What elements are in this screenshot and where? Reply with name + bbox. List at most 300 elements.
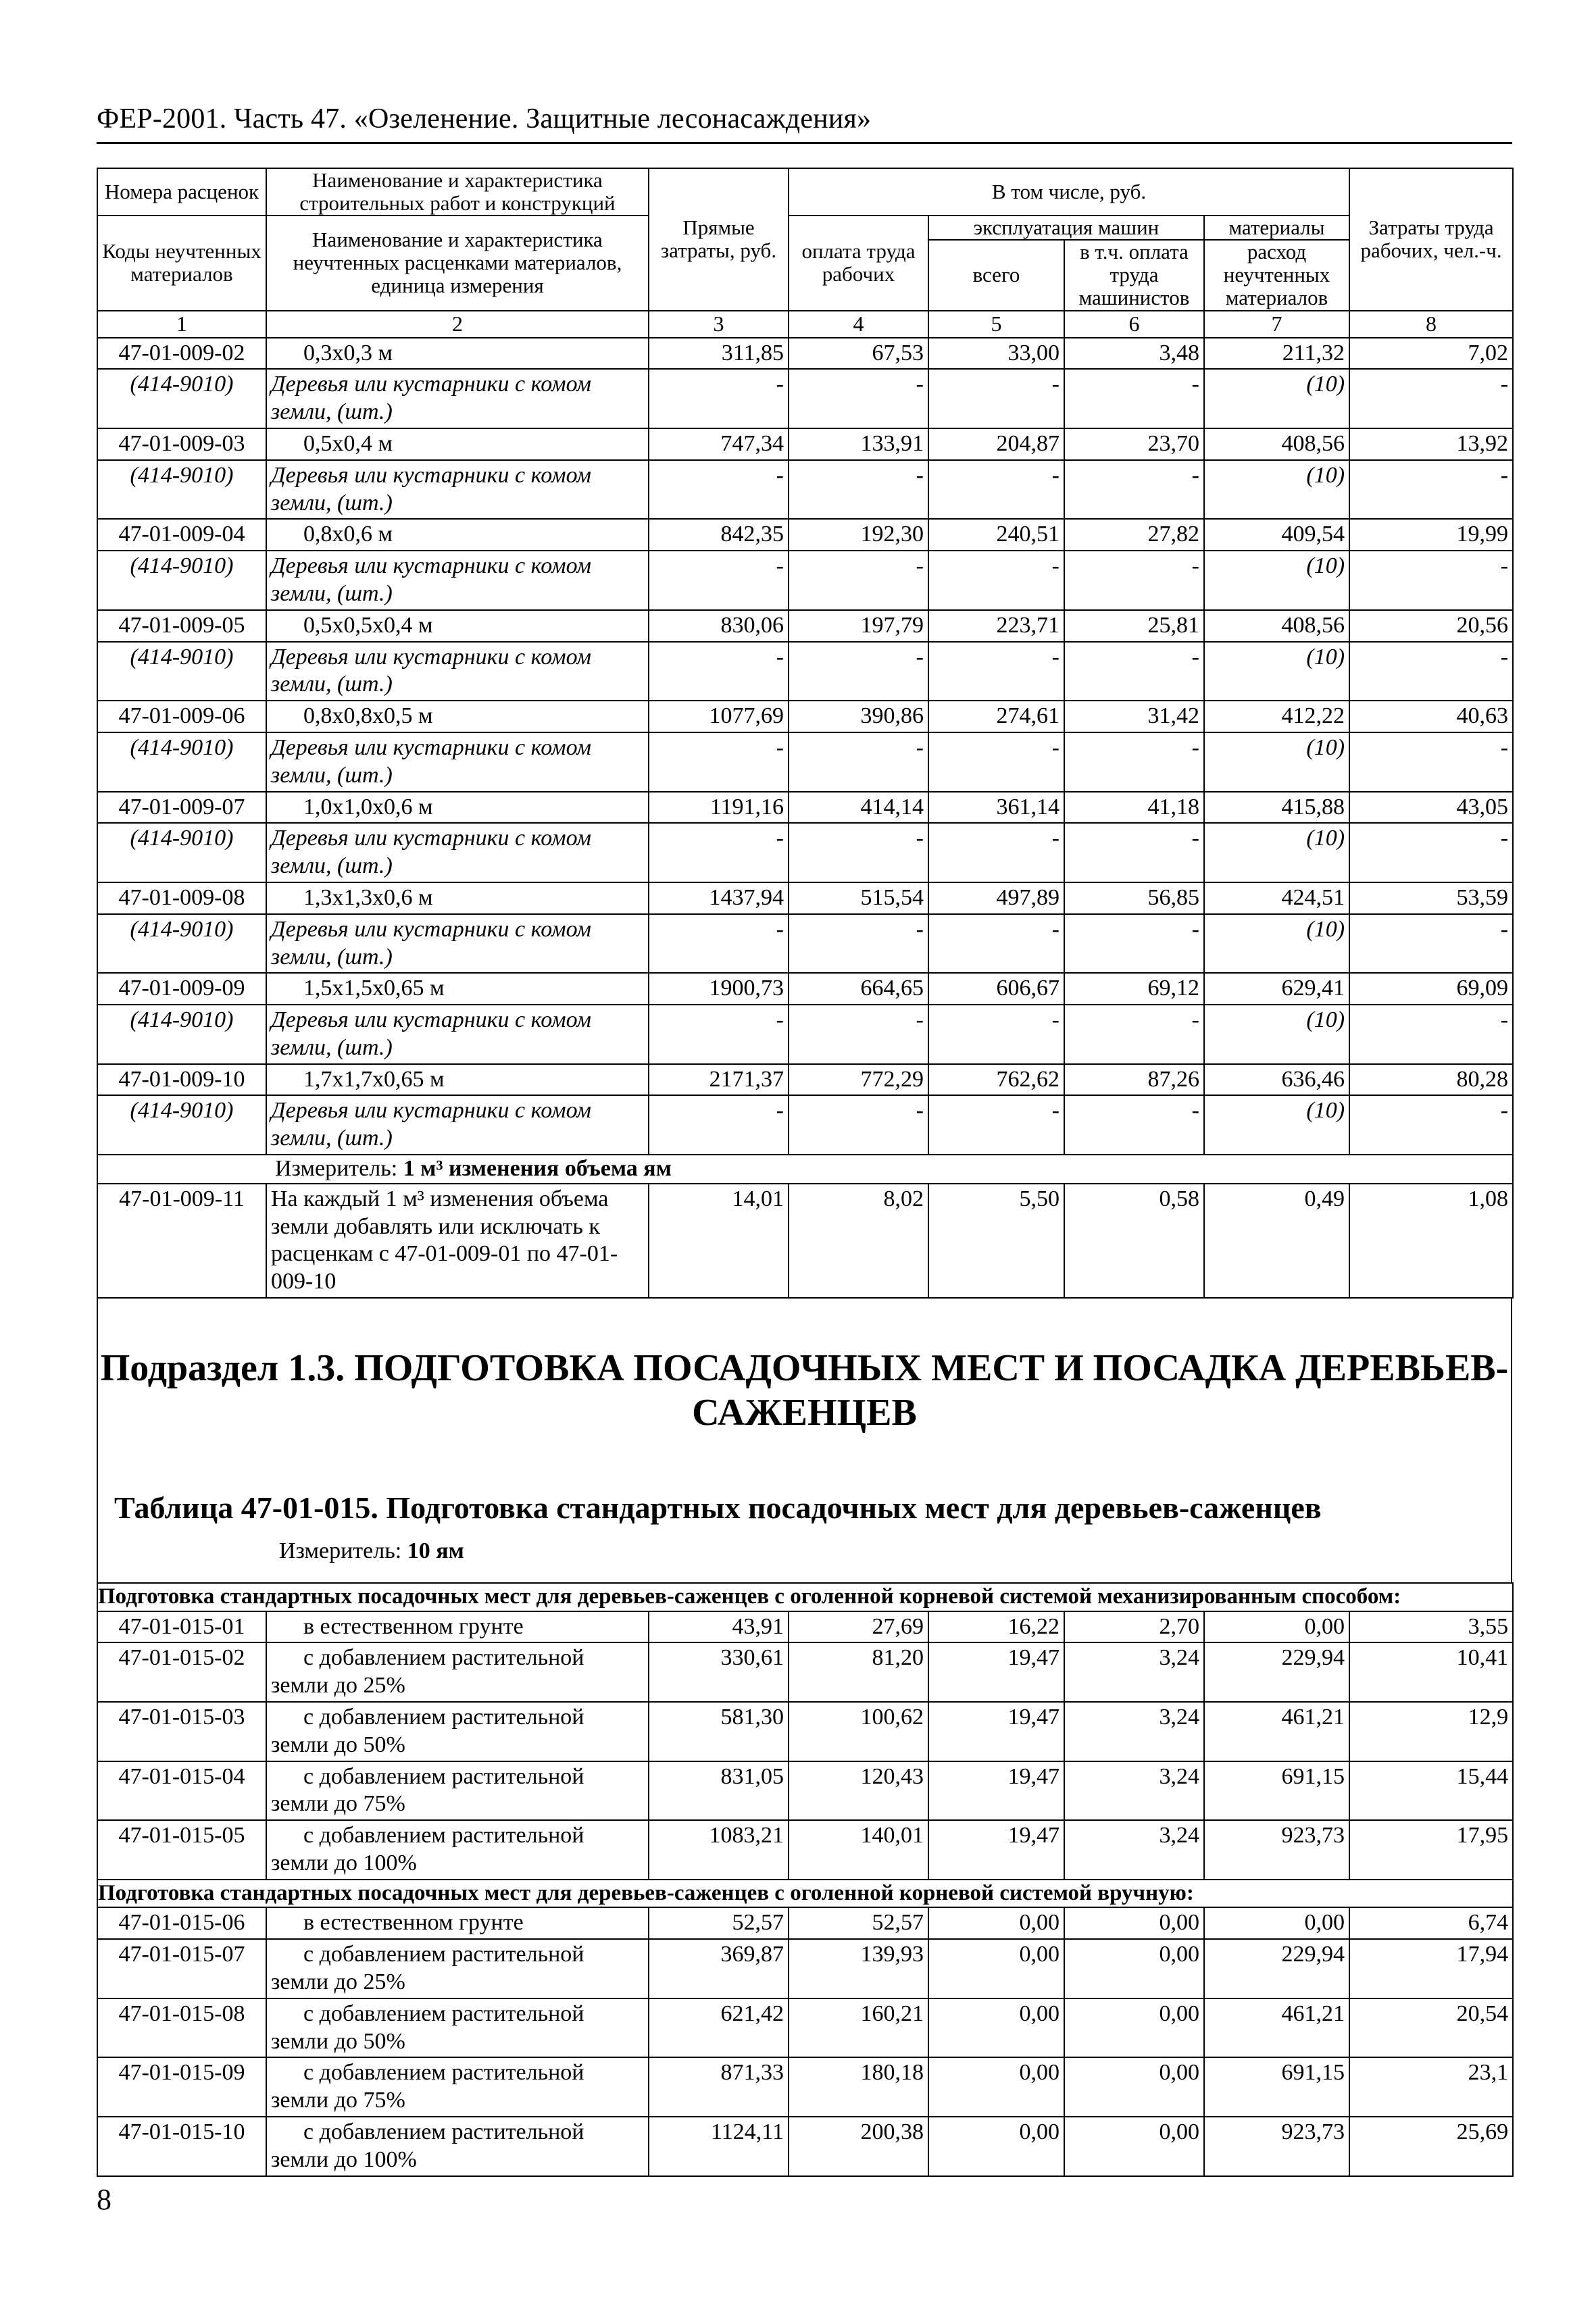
material-row [97,551,1513,610]
materials-cost: 461,21 [1204,1998,1349,2058]
driver-pay: 3,24 [1064,1702,1204,1761]
labor-hours: 25,69 [1349,2117,1513,2176]
table-row [97,610,1513,642]
rate-name [266,1761,649,1821]
table-row [97,1184,1513,1298]
labor-hours: 40,63 [1349,701,1513,732]
rate-dimensions: 0,8x0,8x0,5 м [303,703,433,729]
table-row [97,1907,1513,1939]
material-quantity: (10) [1204,1095,1349,1155]
machines-total: 0,00 [928,2117,1064,2176]
driver-pay: 3,48 [1064,338,1204,370]
measure-10-pits [279,1538,464,1564]
direct-costs: 871,33 [649,2057,789,2117]
machines-total: 0,00 [928,2057,1064,2117]
rate-code: 47-01-009-10 [97,1064,266,1096]
labor-hours: 69,09 [1349,973,1513,1005]
materials-cost: 629,41 [1204,973,1349,1005]
direct-costs: 831,05 [649,1761,789,1821]
column-number-row [97,311,1513,338]
materials-cost: 408,56 [1204,610,1349,642]
material-name: Деревья или кустарники с комом земли, (шт.) [266,642,649,701]
direct-costs: 621,42 [649,1998,789,2058]
table-row [97,1761,1513,1821]
rate-name-text: с добавлением растительной земли до 50% [271,1705,584,1757]
column-number: 6 [1064,311,1204,338]
labor-hours: 10,41 [1349,1642,1513,1702]
rate-name-text: с добавлением растительной земли до 75% [271,1763,584,1817]
dash-direct: - [649,369,789,428]
rate-code: 47-01-015-04 [97,1761,266,1821]
labor-hours: 53,59 [1349,882,1513,914]
rate-code: 47-01-009-05 [97,610,266,642]
dash-labor: - [789,1095,928,1155]
table-row [97,792,1513,824]
material-row [97,1095,1513,1155]
material-row [97,460,1513,520]
group-heading-row [97,1583,1513,1611]
materials-cost: 211,32 [1204,338,1349,370]
direct-costs: 830,06 [649,610,789,642]
rate-name [266,428,649,460]
dash-machines: - [928,1095,1064,1155]
dash-labor: - [789,1005,928,1064]
direct-costs: 311,85 [649,338,789,370]
table-row [97,1702,1513,1761]
driver-pay: 23,70 [1064,428,1204,460]
labor-hours: 80,28 [1349,1064,1513,1096]
rate-rows-mechanized [97,1611,1513,1880]
labor-pay: 414,14 [789,792,928,824]
rate-name-text: с добавлением растительной земли до 100% [271,2119,584,2172]
rate-rows-009 [97,338,1513,1155]
dash-labor: - [789,642,928,701]
labor-pay: 664,65 [789,973,928,1005]
measure-value: 10 ям [407,1538,464,1564]
labor-hours: 19,99 [1349,519,1513,551]
direct-costs: 747,34 [649,428,789,460]
material-quantity: (10) [1204,1005,1349,1064]
machines-total: 5,50 [928,1184,1064,1298]
group-heading-mechanized: Подготовка стандартных посадочных мест для деревьев-саженцев с оголенной корневой системой механизированным способом: [97,1583,1513,1611]
materials-cost: 0,00 [1204,1611,1349,1643]
rate-dimensions: 1,3x1,3x0,6 м [303,884,433,910]
dash-hours: - [1349,732,1513,792]
table-row [97,882,1513,914]
table-row [97,1064,1513,1096]
rate-code: 47-01-015-05 [97,1820,266,1880]
labor-pay: 120,43 [789,1761,928,1821]
rate-code: 47-01-009-07 [97,792,266,824]
dash-direct: - [649,1005,789,1064]
page-number: 8 [97,2183,111,2216]
rate-code: 47-01-015-01 [97,1611,266,1643]
driver-pay: 56,85 [1064,882,1204,914]
material-name: Деревья или кустарники с комом земли, (шт.) [266,1005,649,1064]
driver-pay: 0,00 [1064,1939,1204,1998]
material-name: Деревья или кустарники с комом земли, (шт.) [266,369,649,428]
materials-cost: 923,73 [1204,1820,1349,1880]
labor-pay: 52,57 [789,1907,928,1939]
header-rate-numbers: Номера расценок [97,168,266,216]
column-number: 3 [649,311,789,338]
material-code: (414-9010) [97,914,266,974]
header-materials: материалы [1204,216,1349,240]
column-number: 2 [266,311,649,338]
driver-pay: 0,00 [1064,2057,1204,2117]
header-machines: эксплуатация машин [928,216,1204,240]
header-machines-total: всего [928,240,1064,310]
rate-name-text: в естественном грунте [303,1613,524,1639]
machines-total: 16,22 [928,1611,1064,1643]
rate-name [266,2057,649,2117]
table-row [97,1611,1513,1643]
dash-machines: - [928,914,1064,974]
driver-pay: 87,26 [1064,1064,1204,1096]
machines-total: 361,14 [928,792,1064,824]
material-code: (414-9010) [97,551,266,610]
machines-total: 204,87 [928,428,1064,460]
material-row [97,914,1513,974]
header-labor-pay: оплата труда рабочих [789,216,928,310]
materials-cost: 691,15 [1204,2057,1349,2117]
rate-dimensions: 0,8x0,6 м [303,522,393,547]
table-row [97,2057,1513,2117]
materials-cost: 424,51 [1204,882,1349,914]
machines-total: 240,51 [928,519,1064,551]
dash-drivers: - [1064,1005,1204,1064]
labor-hours: 17,95 [1349,1820,1513,1880]
materials-cost: 412,22 [1204,701,1349,732]
direct-costs: 2171,37 [649,1064,789,1096]
material-code: (414-9010) [97,1005,266,1064]
material-row [97,823,1513,882]
dash-direct: - [649,460,789,520]
column-number: 5 [928,311,1064,338]
rate-rows-manual [97,1907,1513,2175]
header-unaccounted-materials: расход неучтенных материалов [1204,240,1349,310]
labor-hours: 17,94 [1349,1939,1513,1998]
dash-hours: - [1349,823,1513,882]
machines-total: 19,47 [928,1642,1064,1702]
dash-machines: - [928,1005,1064,1064]
header-direct-costs: Прямые затраты, руб. [649,168,789,311]
measure-label: Измеритель: [275,1156,403,1182]
rate-name-text: в естественном грунте [303,1910,524,1936]
rate-code: 47-01-015-07 [97,1939,266,1998]
labor-hours: 12,9 [1349,1702,1513,1761]
table-row [97,428,1513,460]
material-quantity: (10) [1204,369,1349,428]
dash-drivers: - [1064,823,1204,882]
header-labor-hours: Затраты труда рабочих, чел.-ч. [1349,168,1513,311]
material-code: (414-9010) [97,642,266,701]
price-table-015 [97,1582,1514,2177]
direct-costs: 52,57 [649,1907,789,1939]
dash-labor: - [789,914,928,974]
direct-costs: 842,35 [649,519,789,551]
material-row [97,732,1513,792]
machines-total: 19,47 [928,1702,1064,1761]
dash-machines: - [928,732,1064,792]
machines-total: 497,89 [928,882,1064,914]
direct-costs: 1900,73 [649,973,789,1005]
dash-drivers: - [1064,551,1204,610]
table-row [97,1939,1513,1998]
direct-costs: 1437,94 [649,882,789,914]
material-name: Деревья или кустарники с комом земли, (шт.) [266,460,649,520]
rate-code: 47-01-009-04 [97,519,266,551]
labor-hours: 7,02 [1349,338,1513,370]
direct-costs: 369,87 [649,1939,789,1998]
material-quantity: (10) [1204,823,1349,882]
group-heading-row [97,1880,1513,1908]
driver-pay: 31,42 [1064,701,1204,732]
material-name: Деревья или кустарники с комом земли, (шт.) [266,732,649,792]
dash-drivers: - [1064,1095,1204,1155]
rate-name [266,973,649,1005]
labor-pay: 197,79 [789,610,928,642]
dash-machines: - [928,460,1064,520]
material-quantity: (10) [1204,914,1349,974]
dash-hours: - [1349,642,1513,701]
material-name: Деревья или кустарники с комом земли, (шт.) [266,551,649,610]
labor-pay: 390,86 [789,701,928,732]
rate-name [266,338,649,370]
material-code: (414-9010) [97,369,266,428]
material-code: (414-9010) [97,460,266,520]
material-code: (414-9010) [97,732,266,792]
direct-costs: 1124,11 [649,2117,789,2176]
dash-hours: - [1349,460,1513,520]
labor-pay: 27,69 [789,1611,928,1643]
dash-hours: - [1349,914,1513,974]
labor-hours: 1,08 [1349,1184,1513,1298]
direct-costs: 1083,21 [649,1820,789,1880]
dash-direct: - [649,642,789,701]
header-work-name: Наименование и характеристика строительных работ и конструкций [266,168,649,216]
labor-pay: 160,21 [789,1998,928,2058]
dash-direct: - [649,732,789,792]
driver-pay: 41,18 [1064,792,1204,824]
labor-pay: 192,30 [789,519,928,551]
material-quantity: (10) [1204,642,1349,701]
table-row [97,1998,1513,2058]
driver-pay: 2,70 [1064,1611,1204,1643]
dash-machines: - [928,823,1064,882]
rate-code: 47-01-015-09 [97,2057,266,2117]
material-quantity: (10) [1204,732,1349,792]
column-number: 1 [97,311,266,338]
dash-labor: - [789,732,928,792]
labor-hours: 43,05 [1349,792,1513,824]
dash-drivers: - [1064,460,1204,520]
material-quantity: (10) [1204,460,1349,520]
rate-code: 47-01-009-03 [97,428,266,460]
labor-pay: 140,01 [789,1820,928,1880]
rate-dimensions: 1,0x1,0x0,6 м [303,794,433,820]
material-row [97,1005,1513,1064]
machines-total: 606,67 [928,973,1064,1005]
group-heading-manual: Подготовка стандартных посадочных мест для деревьев-саженцев с оголенной корневой системой вручную: [97,1880,1513,1908]
material-quantity: (10) [1204,551,1349,610]
table-row [97,973,1513,1005]
dash-hours: - [1349,1005,1513,1064]
rate-name [266,792,649,824]
rate-code: 47-01-015-06 [97,1907,266,1939]
machines-total: 223,71 [928,610,1064,642]
measure-row-1m3 [97,1155,1513,1184]
dash-drivers: - [1064,914,1204,974]
material-name: Деревья или кустарники с комом земли, (шт.) [266,914,649,974]
table-row [97,1820,1513,1880]
rate-name-text: с добавлением растительной земли до 75% [271,2060,584,2113]
materials-cost: 691,15 [1204,1761,1349,1821]
materials-cost: 415,88 [1204,792,1349,824]
materials-cost: 229,94 [1204,1642,1349,1702]
rate-code: 47-01-015-03 [97,1702,266,1761]
labor-pay: 133,91 [789,428,928,460]
labor-pay: 100,62 [789,1702,928,1761]
material-code: (414-9010) [97,823,266,882]
dash-hours: - [1349,551,1513,610]
labor-pay: 515,54 [789,882,928,914]
labor-hours: 20,54 [1349,1998,1513,2058]
driver-pay: 3,24 [1064,1761,1204,1821]
rate-name [266,1820,649,1880]
measure-label: Измеритель: [279,1538,407,1564]
rate-dimensions: 0,5x0,4 м [303,430,393,456]
labor-pay: 81,20 [789,1642,928,1702]
dash-direct: - [649,823,789,882]
table-row [97,701,1513,732]
materials-cost: 0,49 [1204,1184,1349,1298]
running-header: ФЕР-2001. Часть 47. «Озеленение. Защитные лесонасаждения» [97,103,872,134]
table-row [97,338,1513,370]
labor-pay: 200,38 [789,2117,928,2176]
header-driver-pay: в т.ч. оплата труда машинистов [1064,240,1204,310]
dash-labor: - [789,369,928,428]
labor-pay: 772,29 [789,1064,928,1096]
materials-cost: 229,94 [1204,1939,1349,1998]
driver-pay: 0,00 [1064,1907,1204,1939]
rate-dimensions: 0,5x0,5x0,4 м [303,612,433,638]
machines-total: 19,47 [928,1761,1064,1821]
driver-pay: 0,00 [1064,1998,1204,2058]
labor-hours: 3,55 [1349,1611,1513,1643]
rate-name [266,882,649,914]
column-number: 4 [789,311,928,338]
direct-costs: 581,30 [649,1702,789,1761]
rate-name [266,1611,649,1643]
rate-name [266,1907,649,1939]
driver-pay: 69,12 [1064,973,1204,1005]
labor-hours: 15,44 [1349,1761,1513,1821]
rate-name [266,1642,649,1702]
machines-total: 19,47 [928,1820,1064,1880]
driver-pay: 3,24 [1064,1642,1204,1702]
price-table-top [97,168,1514,1299]
rate-name [266,2117,649,2176]
rate-name: На каждый 1 м³ изменения объема земли добавлять или исключать к расценкам с 47-01-009-01 по 47-01-009-10 [266,1184,649,1298]
rate-code: 47-01-009-02 [97,338,266,370]
table-row [97,519,1513,551]
driver-pay: 25,81 [1064,610,1204,642]
driver-pay: 3,24 [1064,1820,1204,1880]
driver-pay: 0,58 [1064,1184,1204,1298]
material-code: (414-9010) [97,1095,266,1155]
rate-name [266,519,649,551]
labor-hours: 23,1 [1349,2057,1513,2117]
rate-dimensions: 0,3x0,3 м [303,340,393,366]
rate-name-text: с добавлением растительной земли до 25% [271,1942,584,1995]
labor-pay: 139,93 [789,1939,928,1998]
rate-name-text: с добавлением растительной земли до 100% [271,1823,584,1876]
rate-code: 47-01-009-08 [97,882,266,914]
table-row [97,1642,1513,1702]
direct-costs: 14,01 [649,1184,789,1298]
materials-cost: 636,46 [1204,1064,1349,1096]
materials-cost: 0,00 [1204,1907,1349,1939]
labor-pay: 67,53 [789,338,928,370]
rate-code: 47-01-009-09 [97,973,266,1005]
dash-direct: - [649,914,789,974]
machines-total: 33,00 [928,338,1064,370]
dash-machines: - [928,551,1064,610]
column-number: 7 [1204,311,1349,338]
labor-hours: 20,56 [1349,610,1513,642]
driver-pay: 27,82 [1064,519,1204,551]
direct-costs: 43,91 [649,1611,789,1643]
dash-labor: - [789,551,928,610]
materials-cost: 408,56 [1204,428,1349,460]
rate-dimensions: 1,5x1,5x0,65 м [303,976,445,1001]
driver-pay: 0,00 [1064,2117,1204,2176]
section-title: Подраздел 1.3. ПОДГОТОВКА ПОСАДОЧНЫХ МЕСТ И ПОСАДКА ДЕРЕВЬЕВ-САЖЕНЦЕВ [100,1347,1509,1434]
table-title: Таблица 47-01-015. Подготовка стандартных посадочных мест для деревьев-саженцев [114,1490,1322,1526]
rate-code: 47-01-015-10 [97,2117,266,2176]
materials-cost: 923,73 [1204,2117,1349,2176]
rate-code: 47-01-015-08 [97,1998,266,2058]
dash-direct: - [649,1095,789,1155]
dash-hours: - [1349,1095,1513,1155]
table-row [97,2117,1513,2176]
rate-name [266,1939,649,1998]
material-row [97,369,1513,428]
dash-machines: - [928,369,1064,428]
column-number: 8 [1349,311,1513,338]
price-table-frame [97,168,1512,2177]
rate-code: 47-01-015-02 [97,1642,266,1702]
direct-costs: 1191,16 [649,792,789,824]
material-name: Деревья или кустарники с комом земли, (шт.) [266,823,649,882]
dash-machines: - [928,642,1064,701]
rate-name-text: с добавлением растительной земли до 25% [271,1645,584,1699]
materials-cost: 409,54 [1204,519,1349,551]
dash-drivers: - [1064,732,1204,792]
header-including: В том числе, руб. [789,168,1349,216]
rate-name [266,1702,649,1761]
measure-value: 1 м³ изменения объема ям [403,1156,672,1182]
header-material-codes: Коды неучтенных материалов [97,216,266,310]
machines-total: 0,00 [928,1998,1064,2058]
machines-total: 274,61 [928,701,1064,732]
rate-name [266,610,649,642]
header-material-name: Наименование и характеристика неучтенных расценками материалов, единица измерения [266,216,649,310]
labor-hours: 13,92 [1349,428,1513,460]
dash-hours: - [1349,369,1513,428]
direct-costs: 330,61 [649,1642,789,1702]
